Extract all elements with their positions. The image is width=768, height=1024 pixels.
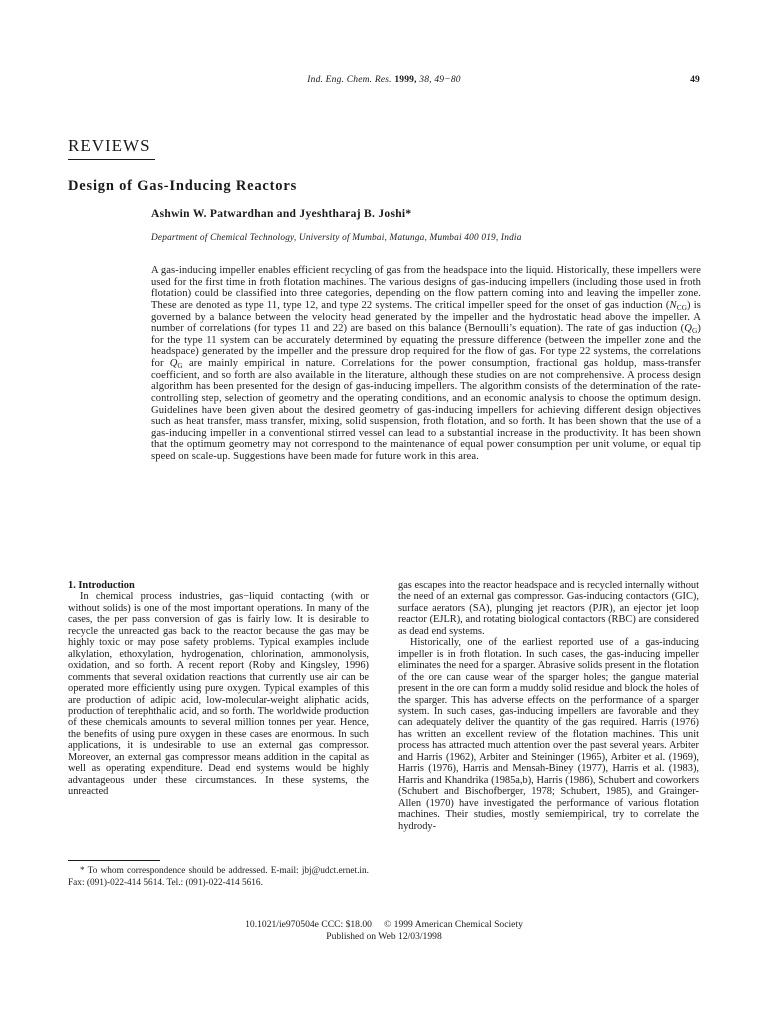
journal-volume-pages: 38, 49−80	[419, 75, 461, 85]
journal-year: 1999,	[394, 75, 417, 85]
article-authors: Ashwin W. Patwardhan and Jyeshtharaj B. Joshi*	[151, 208, 412, 220]
qg-subscript-2: G	[177, 361, 183, 370]
doi-text: 10.1021/ie970504e CCC: $18.00	[245, 919, 372, 930]
page-footer	[0, 919, 768, 942]
left-column	[68, 580, 369, 798]
footer-doi-line	[0, 919, 768, 931]
footnote-text: * To whom correspondence should be addressed. E-mail: jbj@udct.ernet.in. Fax: (091)-022-414 5614. Tel.: (091)-022-414 5616.	[68, 866, 369, 888]
qg-symbol-2: Q	[169, 358, 178, 369]
correspondence-footnote	[68, 866, 369, 889]
abstract-part-1: A gas-inducing impeller enables efficient recycling of gas from the headspace into the liquid. Historically, these impellers were used for the first time in froth flotation machines. The various designs of gas-inducing impellers (including those used in froth flotation) could be classified into three categories, depending on the flow pattern coming into and leaving the impeller zone. These are denoted as type 11, type 12, and type 22 systems. The critical impeller speed for the onset of gas induction (	[151, 265, 701, 311]
copyright-text: © 1999 American Chemical Society	[383, 919, 523, 930]
introduction-paragraph-1-continued: gas escapes into the reactor headspace and is recycled internally without the need of an external gas compressor. Gas-inducing contactors (GIC), surface aerators (SA), plunging jet reactors (PJR), an ejector jet loop reactor (EJLR), and rotating biological contactors (RBC) are considered as dead end systems.	[398, 580, 699, 637]
page-number: 49	[690, 75, 700, 85]
qg-symbol: Q	[684, 323, 692, 335]
qg-subscript: G	[691, 326, 698, 336]
abstract-part-4: are mainly empirical in nature. Correlations for the power consumption, fractional gas holdup, mass-transfer coefficient, and so forth are also available in the literature, although these studies on are not comprehensive. A process design algorithm has been presented for the design of gas-inducing impellers. The algorithm consists of the determination of the rate-controlling step, selection of geometry and the operating conditions, and an economic analysis to choose the optimum design. Guidelines have been given about the desired geometry of gas-inducing impellers for achieving different design objectives such as heat transfer, mass transfer, mixing, solid suspension, froth flotation, and so forth. It has been shown that the use of a gas-inducing impeller in a conventional stirred vessel can lead to a substantial increase in the productivity. It has been shown that the optimum geometry may not correspond to the maintenance of equal power consumption per unit volume, or equal tip speed on scale-up. Suggestions have been made for future work in this area.	[151, 358, 701, 462]
published-date: Published on Web 12/03/1998	[326, 930, 442, 942]
right-column	[398, 580, 699, 832]
introduction-paragraph-2: Historically, one of the earliest reported use of a gas-inducing impeller is in froth flotation. In such cases, the gas-inducing impeller eliminates the need for a sparger. Abrasive solids present in the flotation of the ore can cause wear of the sparger holes; the gangue material present in the ore can form a muddy solid residue and block the holes of the sparger. This has adverse effects on the performance of a sparger system. In such cases, gas-inducing impellers are favorable and they can adequately deliver the quantity of the gas required. Harris (1976) has written an excellent review of the flotation machines. This unit process has attracted much attention over the past several years. Arbiter and Harris (1962), Arbiter and Steininger (1965), Arbiter et al. (1969), Harris (1976), Harris and Mensah-Biney (1977), Harris et al. (1983), Harris and Khandrika (1985a,b), Harris (1986), Schubert and coworkers (Schubert and Bischofberger, 1978; Schubert, 1985), and Grainger-Allen (1970) have investigated the performance of various flotation machines. Their studies, mostly semiempirical, try to correlate the hydrody-	[398, 637, 699, 832]
abstract-part-2: ) is governed by a balance between the velocity head generated by the impeller and the hydrostatic head above the impeller. A number of correlations (for types 11 and 22) are based on this balance (Bernoulli’s equation). The rate of gas induction (	[151, 299, 701, 335]
introduction-paragraph-1: In chemical process industries, gas−liquid contacting (with or without solids) is one of the most important operations. In many of the cases, the per pass conversion of gas is fairly low. It is desirable to recycle the unreacted gas back to the reactor because the gas may be highly toxic or may pose safety problems. Typical examples include alkylation, ethoxylation, hydrogenation, chlorination, ammonolysis, oxidation, and so forth. A recent report (Roby and Kingsley, 1996) comments that several oxidation reactions that currently use air can be operated more efficiently using pure oxygen. Typical examples of this are production of adipic acid, low-molecular-weight aliphatic acids, production of terephthalic acid, and so forth. The worldwide production of these chemicals amounts to several million tonnes per year. Hence, the benefits of using pure oxygen in these cases are enormous. In such applications, it is undesirable to use an external gas compressor. Moreover, an external gas compressor means addition in the capital as well as operating expenditure. Dead end systems would be highly advantageous under these circumstances. In these systems, the unreacted	[68, 591, 369, 798]
ncg-subscript: CG	[676, 302, 688, 312]
section-label: REVIEWS	[68, 136, 151, 155]
article-title: Design of Gas-Inducing Reactors	[68, 178, 298, 194]
ncg-symbol: N	[669, 299, 677, 311]
abstract	[151, 265, 701, 463]
footnote-rule	[68, 860, 160, 861]
running-header	[0, 75, 768, 89]
section-rule	[68, 159, 155, 160]
author-affiliation: Department of Chemical Technology, University of Mumbai, Matunga, Mumbai 400 019, India	[151, 233, 522, 243]
abstract-part-3: ) for the type 11 system can be accurately determined by equating the pressure difference (between the impeller zone and the headspace) generated by the impeller and the pressure drop required for the flow of gas. For type 22 systems, the correlations for	[151, 323, 701, 369]
introduction-heading: 1. Introduction	[68, 580, 135, 591]
journal-name: Ind. Eng. Chem. Res.	[307, 75, 392, 85]
